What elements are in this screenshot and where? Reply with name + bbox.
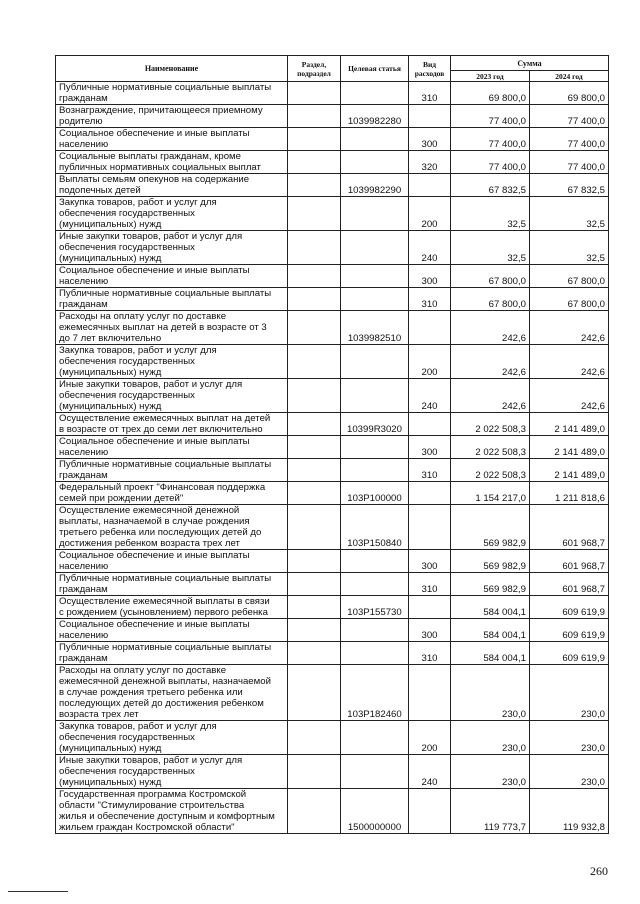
cell-section <box>288 550 341 573</box>
cell-sum-2024: 77 400,0 <box>530 128 609 151</box>
cell-name: Вознаграждение, причитающееся приемному родителю <box>56 105 288 128</box>
cell-target <box>341 128 409 151</box>
cell-sum-2023: 230,0 <box>451 755 530 789</box>
cell-expense-type: 240 <box>409 231 451 265</box>
cell-sum-2023: 242,6 <box>451 311 530 345</box>
cell-name: Осуществление ежемесячной денежной выплаты, назначаемой в случае рождения третьего ребенка или последующих детей до достижения ребенком возраста трех лет <box>56 505 288 550</box>
cell-expense-type <box>409 482 451 505</box>
cell-sum-2023: 1 154 217,0 <box>451 482 530 505</box>
cell-sum-2024: 77 400,0 <box>530 105 609 128</box>
header-name: Наименование <box>56 56 288 82</box>
table-header <box>56 56 609 82</box>
table-row <box>56 436 609 459</box>
cell-name: Социальные выплаты гражданам, кроме публичных нормативных социальных выплат <box>56 151 288 174</box>
cell-sum-2023: 119 773,7 <box>451 789 530 834</box>
cell-sum-2024: 601 968,7 <box>530 573 609 596</box>
cell-section <box>288 288 341 311</box>
cell-name: Социальное обеспечение и иные выплаты населению <box>56 550 288 573</box>
table-row <box>56 197 609 231</box>
table-row <box>56 311 609 345</box>
cell-name: Закупка товаров, работ и услуг для обеспечения государственных (муниципальных) нужд <box>56 345 288 379</box>
table-row <box>56 665 609 721</box>
table-row <box>56 82 609 105</box>
cell-target <box>341 459 409 482</box>
cell-section <box>288 619 341 642</box>
cell-sum-2024: 69 800,0 <box>530 82 609 105</box>
cell-section <box>288 231 341 265</box>
budget-table <box>55 55 609 834</box>
cell-name: Осуществление ежемесячной выплаты в связи с рождением (усыновлением) первого ребенка <box>56 596 288 619</box>
cell-section <box>288 265 341 288</box>
cell-sum-2023: 2 022 508,3 <box>451 459 530 482</box>
cell-name: Государственная программа Костромской области "Стимулирование строительства жилья и обеспечение доступным и комфортным жильем граждан Костромской области" <box>56 789 288 834</box>
cell-sum-2023: 569 982,9 <box>451 573 530 596</box>
cell-expense-type: 300 <box>409 550 451 573</box>
cell-name: Закупка товаров, работ и услуг для обеспечения государственных (муниципальных) нужд <box>56 197 288 231</box>
cell-target <box>341 550 409 573</box>
cell-name: Выплаты семьям опекунов на содержание подопечных детей <box>56 174 288 197</box>
cell-section <box>288 413 341 436</box>
cell-sum-2023: 77 400,0 <box>451 151 530 174</box>
cell-sum-2023: 230,0 <box>451 665 530 721</box>
cell-sum-2024: 242,6 <box>530 379 609 413</box>
cell-target: 1039982280 <box>341 105 409 128</box>
cell-sum-2024: 2 141 489,0 <box>530 436 609 459</box>
cell-name: Расходы на оплату услуг по доставке ежемесячной денежной выплаты, назначаемой в случае рождения третьего ребенка или последующих детей до достижения ребенком возраста трех лет <box>56 665 288 721</box>
cell-sum-2024: 77 400,0 <box>530 151 609 174</box>
cell-target <box>341 755 409 789</box>
cell-expense-type: 310 <box>409 82 451 105</box>
header-year-2024: 2024 год <box>530 71 609 82</box>
cell-target <box>341 379 409 413</box>
cell-sum-2024: 2 141 489,0 <box>530 413 609 436</box>
cell-name: Публичные нормативные социальные выплаты гражданам <box>56 82 288 105</box>
cell-sum-2024: 1 211 818,6 <box>530 482 609 505</box>
page-number: 260 <box>590 864 608 878</box>
cell-sum-2024: 67 832,5 <box>530 174 609 197</box>
cell-target: 103P155730 <box>341 596 409 619</box>
cell-name: Осуществление ежемесячных выплат на детей в возрасте от трех до семи лет включительно <box>56 413 288 436</box>
table-row <box>56 619 609 642</box>
cell-sum-2023: 32,5 <box>451 197 530 231</box>
cell-target <box>341 721 409 755</box>
cell-sum-2024: 230,0 <box>530 665 609 721</box>
cell-section <box>288 436 341 459</box>
table-row <box>56 174 609 197</box>
cell-sum-2023: 230,0 <box>451 721 530 755</box>
cell-name: Социальное обеспечение и иные выплаты населению <box>56 436 288 459</box>
cell-target: 103P150840 <box>341 505 409 550</box>
cell-sum-2024: 609 619,9 <box>530 596 609 619</box>
table-row <box>56 413 609 436</box>
table-row <box>56 105 609 128</box>
header-expense-type: Вид расходов <box>409 56 451 82</box>
table-row <box>56 755 609 789</box>
cell-target <box>341 265 409 288</box>
cell-sum-2024: 119 932,8 <box>530 789 609 834</box>
cell-target <box>341 288 409 311</box>
cell-target: 10399R3020 <box>341 413 409 436</box>
cell-section <box>288 482 341 505</box>
cell-expense-type: 240 <box>409 755 451 789</box>
cell-name: Социальное обеспечение и иные выплаты населению <box>56 619 288 642</box>
cell-expense-type: 320 <box>409 151 451 174</box>
cell-expense-type: 300 <box>409 265 451 288</box>
cell-sum-2023: 67 800,0 <box>451 288 530 311</box>
cell-sum-2023: 69 800,0 <box>451 82 530 105</box>
cell-sum-2024: 67 800,0 <box>530 265 609 288</box>
table-row <box>56 596 609 619</box>
table-row <box>56 505 609 550</box>
cell-sum-2024: 230,0 <box>530 721 609 755</box>
cell-section <box>288 789 341 834</box>
cell-sum-2024: 32,5 <box>530 231 609 265</box>
cell-expense-type: 310 <box>409 642 451 665</box>
cell-sum-2023: 242,6 <box>451 345 530 379</box>
cell-expense-type: 300 <box>409 619 451 642</box>
cell-section <box>288 505 341 550</box>
cell-section <box>288 642 341 665</box>
cell-name: Публичные нормативные социальные выплаты гражданам <box>56 288 288 311</box>
cell-sum-2023: 569 982,9 <box>451 505 530 550</box>
cell-sum-2024: 242,6 <box>530 345 609 379</box>
cell-name: Закупка товаров, работ и услуг для обеспечения государственных (муниципальных) нужд <box>56 721 288 755</box>
cell-section <box>288 596 341 619</box>
cell-expense-type <box>409 665 451 721</box>
table-row <box>56 721 609 755</box>
cell-target: 1039982290 <box>341 174 409 197</box>
table-row <box>56 789 609 834</box>
cell-target <box>341 82 409 105</box>
cell-expense-type: 300 <box>409 436 451 459</box>
cell-sum-2023: 77 400,0 <box>451 128 530 151</box>
cell-section <box>288 197 341 231</box>
cell-name: Публичные нормативные социальные выплаты гражданам <box>56 573 288 596</box>
cell-target <box>341 151 409 174</box>
cell-expense-type: 300 <box>409 128 451 151</box>
cell-target: 103P182460 <box>341 665 409 721</box>
cell-sum-2023: 584 004,1 <box>451 619 530 642</box>
cell-expense-type <box>409 105 451 128</box>
cell-name: Иные закупки товаров, работ и услуг для обеспечения государственных (муниципальных) нужд <box>56 231 288 265</box>
cell-name: Социальное обеспечение и иные выплаты населению <box>56 128 288 151</box>
cell-expense-type <box>409 596 451 619</box>
cell-expense-type: 310 <box>409 459 451 482</box>
cell-sum-2023: 67 800,0 <box>451 265 530 288</box>
table-row <box>56 642 609 665</box>
cell-section <box>288 311 341 345</box>
cell-section <box>288 573 341 596</box>
cell-section <box>288 105 341 128</box>
table-row <box>56 379 609 413</box>
cell-sum-2023: 2 022 508,3 <box>451 413 530 436</box>
cell-section <box>288 665 341 721</box>
header-sum: Сумма <box>451 56 609 71</box>
cell-target: 103P100000 <box>341 482 409 505</box>
cell-target <box>341 345 409 379</box>
cell-sum-2023: 584 004,1 <box>451 642 530 665</box>
cell-target: 1039982510 <box>341 311 409 345</box>
table-row <box>56 345 609 379</box>
cell-section <box>288 174 341 197</box>
cell-sum-2024: 242,6 <box>530 311 609 345</box>
cell-section <box>288 82 341 105</box>
header-section: Раздел, подраздел <box>288 56 341 82</box>
cell-expense-type: 200 <box>409 197 451 231</box>
table-row <box>56 265 609 288</box>
cell-expense-type <box>409 413 451 436</box>
table-row <box>56 459 609 482</box>
cell-sum-2023: 242,6 <box>451 379 530 413</box>
cell-sum-2024: 2 141 489,0 <box>530 459 609 482</box>
table-row <box>56 231 609 265</box>
cell-expense-type: 240 <box>409 379 451 413</box>
table-row <box>56 151 609 174</box>
cell-target <box>341 573 409 596</box>
cell-sum-2024: 32,5 <box>530 197 609 231</box>
cell-section <box>288 151 341 174</box>
cell-expense-type <box>409 789 451 834</box>
cell-name: Иные закупки товаров, работ и услуг для обеспечения государственных (муниципальных) нужд <box>56 755 288 789</box>
cell-section <box>288 345 341 379</box>
cell-section <box>288 459 341 482</box>
cell-sum-2023: 2 022 508,3 <box>451 436 530 459</box>
header-target: Целевая статья <box>341 56 409 82</box>
table-row <box>56 288 609 311</box>
table-body <box>56 82 609 834</box>
cell-name: Расходы на оплату услуг по доставке ежемесячных выплат на детей в возрасте от 3 до 7 лет включительно <box>56 311 288 345</box>
cell-section <box>288 755 341 789</box>
table-row <box>56 482 609 505</box>
cell-sum-2024: 601 968,7 <box>530 550 609 573</box>
header-year-2023: 2023 год <box>451 71 530 82</box>
cell-sum-2024: 609 619,9 <box>530 619 609 642</box>
cell-sum-2024: 601 968,7 <box>530 505 609 550</box>
cell-target <box>341 642 409 665</box>
cell-section <box>288 128 341 151</box>
cell-target: 1500000000 <box>341 789 409 834</box>
table-row <box>56 128 609 151</box>
cell-expense-type <box>409 174 451 197</box>
cell-section <box>288 721 341 755</box>
cell-expense-type <box>409 311 451 345</box>
cell-expense-type: 200 <box>409 721 451 755</box>
cell-target <box>341 619 409 642</box>
cell-sum-2023: 569 982,9 <box>451 550 530 573</box>
cell-expense-type: 310 <box>409 573 451 596</box>
cell-sum-2023: 32,5 <box>451 231 530 265</box>
footer-divider <box>8 891 68 892</box>
cell-target <box>341 436 409 459</box>
cell-sum-2023: 67 832,5 <box>451 174 530 197</box>
cell-sum-2023: 77 400,0 <box>451 105 530 128</box>
cell-expense-type <box>409 505 451 550</box>
table-row <box>56 573 609 596</box>
cell-expense-type: 310 <box>409 288 451 311</box>
cell-sum-2024: 230,0 <box>530 755 609 789</box>
cell-target <box>341 197 409 231</box>
cell-name: Федеральный проект "Финансовая поддержка семей при рождении детей" <box>56 482 288 505</box>
cell-target <box>341 231 409 265</box>
cell-sum-2024: 67 800,0 <box>530 288 609 311</box>
cell-name: Публичные нормативные социальные выплаты гражданам <box>56 459 288 482</box>
cell-name: Социальное обеспечение и иные выплаты населению <box>56 265 288 288</box>
cell-expense-type: 200 <box>409 345 451 379</box>
table-row <box>56 550 609 573</box>
cell-sum-2023: 584 004,1 <box>451 596 530 619</box>
cell-name: Публичные нормативные социальные выплаты гражданам <box>56 642 288 665</box>
cell-sum-2024: 609 619,9 <box>530 642 609 665</box>
cell-section <box>288 379 341 413</box>
cell-name: Иные закупки товаров, работ и услуг для обеспечения государственных (муниципальных) нужд <box>56 379 288 413</box>
